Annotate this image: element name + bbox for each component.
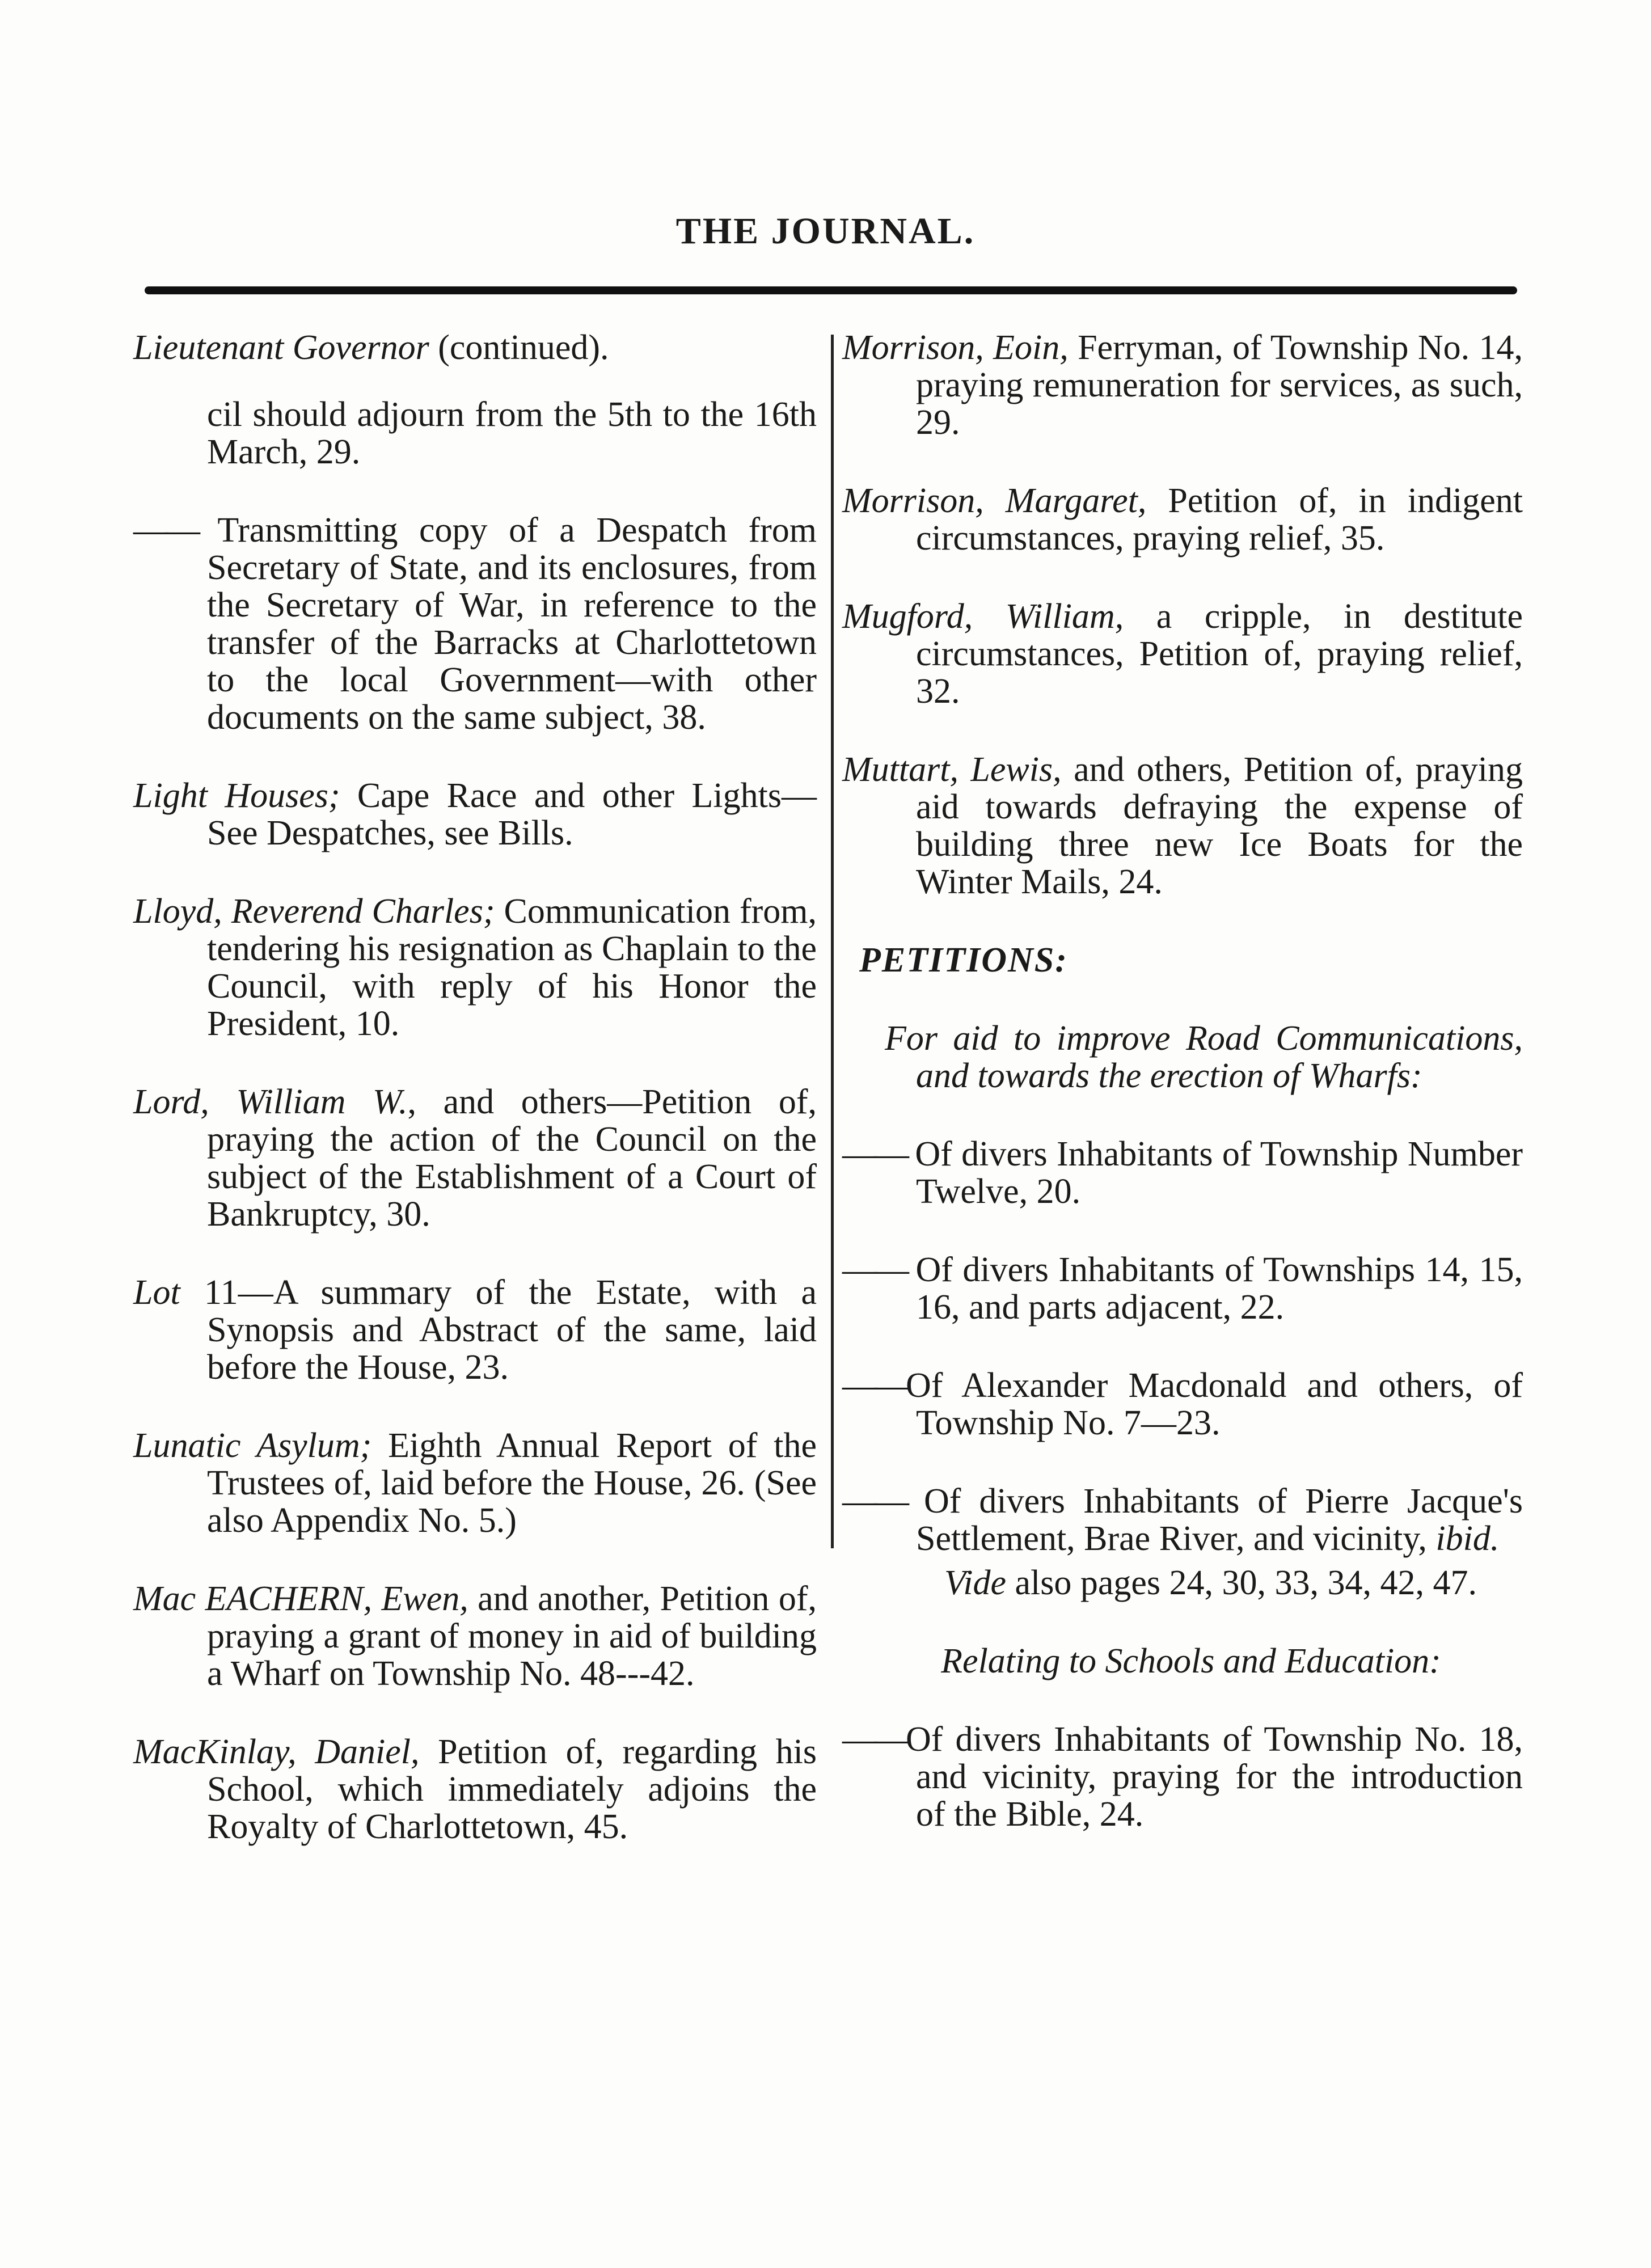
entry-dash: —— xyxy=(842,1366,906,1405)
index-entry xyxy=(133,1733,817,1845)
entry-text: cil should adjourn from the 5th to the 16th March, 29. xyxy=(207,395,817,471)
index-entry xyxy=(133,396,817,471)
section-heading: PETITIONS: xyxy=(859,941,1068,979)
entry-text: 11—A summary of the Estate, with a Synopsis and Abstract of the same, laid before the House, 23. xyxy=(180,1273,817,1387)
entry-text: Of Alexander Macdonald and others, of Township No. 7—23. xyxy=(906,1366,1523,1442)
entry-text: Petition of, in indigent circumstances, praying relief, 35. xyxy=(916,482,1523,558)
entry-text: (continued). xyxy=(429,328,609,367)
index-entry xyxy=(133,1427,817,1539)
subheading: Relating to Schools and Education: xyxy=(941,1642,1441,1680)
entry-heading: Muttart, Lewis, xyxy=(842,750,1062,789)
petition-entry xyxy=(842,1135,1523,1210)
subheading: For aid to improve Road Communications, and towards the erection of Wharfs: xyxy=(885,1019,1523,1095)
ibid-ref: ibid. xyxy=(1435,1519,1500,1558)
index-entry xyxy=(133,329,817,366)
entry-heading: Morrison, Eoin, xyxy=(842,328,1069,367)
column-divider xyxy=(831,335,834,1548)
index-entry xyxy=(842,598,1523,710)
entry-heading: Lord, William W. xyxy=(133,1083,408,1121)
entry-text: Of divers Inhabitants of Pierre Jacque's Settlement, Brae River, and vicinity, xyxy=(906,1482,1523,1558)
entry-text: , and others—Petition of, praying the action of the Council on the subject of the Establishment of a Court of Bankruptcy, 30. xyxy=(207,1083,817,1234)
entry-dash: —— xyxy=(842,1251,906,1289)
entry-heading: Morrison, Margaret, xyxy=(842,482,1147,520)
index-entry xyxy=(133,893,817,1042)
petition-entry xyxy=(842,1721,1523,1833)
entry-text: Cape Race and other Lights—See Despatches, see Bills. xyxy=(207,776,817,852)
index-entry xyxy=(842,329,1523,441)
entry-text: Of divers Inhabitants of Townships 14, 15, 16, and parts adjacent, 22. xyxy=(906,1251,1523,1327)
entry-heading: Lieutenant Governor xyxy=(133,328,429,367)
entry-heading: Lot xyxy=(133,1273,180,1312)
entry-heading: Lunatic Asylum; xyxy=(133,1426,372,1465)
entry-text: and another, Petition of, praying a grant of money in aid of building a Wharf on Township No. 48---42. xyxy=(207,1579,817,1693)
entry-text: Ferryman, of Township No. 14, praying remuneration for services, as such, 29. xyxy=(916,328,1523,442)
entry-text: Eighth Annual Report of the Trustees of, laid before the House, 26. (See also Appendix No. 5.) xyxy=(207,1426,817,1540)
entry-dash: —— xyxy=(842,1720,906,1759)
header-rule xyxy=(145,286,1517,294)
petition-entry xyxy=(842,1251,1523,1326)
vide-line xyxy=(842,1564,1523,1602)
entry-text: Petition of, regarding his School, which immediately adjoins the Royalty of Charlottetown, 45. xyxy=(207,1733,817,1846)
right-column xyxy=(842,329,1523,1874)
entry-text: and others, Petition of, praying aid towards defraying the expense of building three new Ice Boats for the Winter Mails, 24. xyxy=(916,750,1523,901)
petition-entry xyxy=(842,1483,1523,1557)
entry-text: a cripple, in destitute circumstances, Petition of, praying relief, 32. xyxy=(916,597,1523,711)
index-entry xyxy=(133,1580,817,1692)
entry-text: Of divers Inhabitants of Township No. 18, and vicinity, praying for the introduction of the Bible, 24. xyxy=(906,1720,1523,1834)
entry-dash: —— xyxy=(842,1482,906,1521)
index-entry xyxy=(133,1274,817,1386)
index-entry xyxy=(842,751,1523,901)
petition-entry xyxy=(842,1367,1523,1442)
entry-text: Transmitting copy of a Despatch from Secretary of State, and its enclosures, from the Secretary of War, in reference to the transfer of the Barracks at Charlottetown to the local Government—with other documents on the same subject, 38. xyxy=(197,511,817,737)
entry-heading: Light Houses; xyxy=(133,776,340,815)
entry-text: Communication from, tendering his resignation as Chaplain to the Council, with reply of his Honor the President, 10. xyxy=(207,892,817,1043)
index-entry xyxy=(133,777,817,852)
entry-heading: Lloyd, Reverend Charles; xyxy=(133,892,495,931)
left-column xyxy=(133,329,817,1886)
entry-heading: MacKinlay, Daniel, xyxy=(133,1733,420,1771)
index-entry xyxy=(133,1083,817,1233)
vide-text: also pages 24, 30, 33, 34, 42, 47. xyxy=(1006,1564,1477,1602)
entry-heading: Mugford, William, xyxy=(842,597,1124,636)
index-entry xyxy=(133,512,817,736)
entry-dash: —— xyxy=(133,511,197,550)
index-entry xyxy=(842,482,1523,557)
page-title: THE JOURNAL. xyxy=(675,210,976,252)
entry-text: Of divers Inhabitants of Township Number Twelve, 20. xyxy=(906,1135,1523,1211)
vide-label: Vide xyxy=(944,1564,1007,1602)
entry-heading: Mac EACHERN, Ewen, xyxy=(133,1579,468,1618)
entry-dash: —— xyxy=(842,1135,906,1173)
